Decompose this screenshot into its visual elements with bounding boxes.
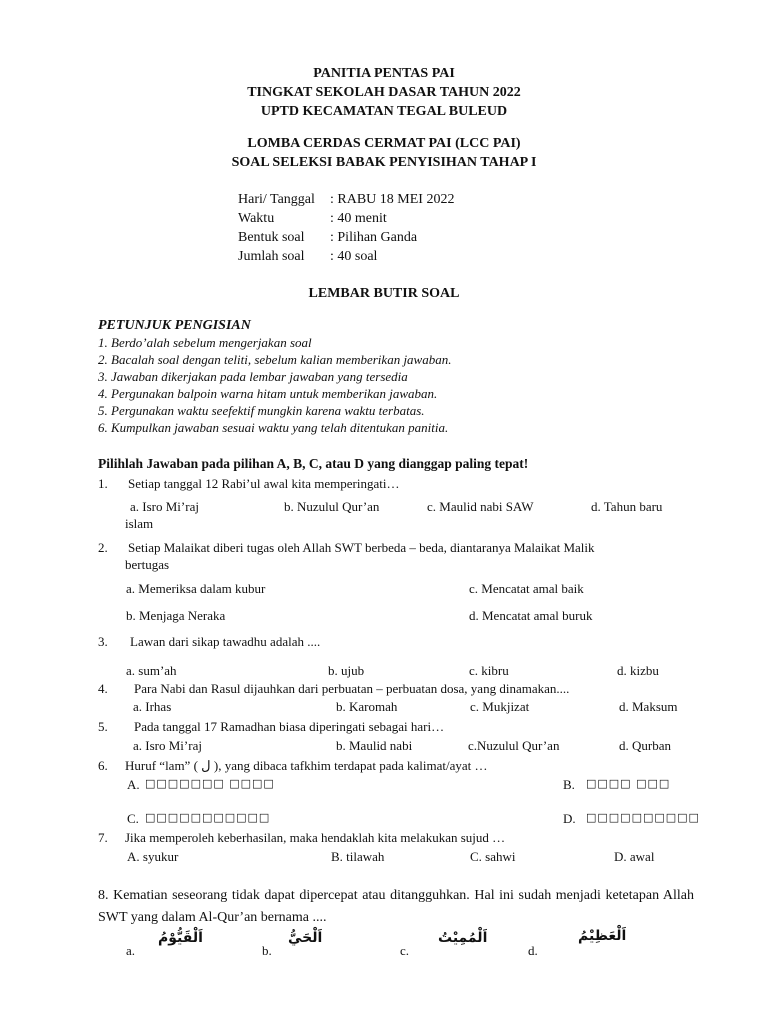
option-b: b. Menjaga Neraka bbox=[126, 608, 226, 623]
info-value-format: : Pilihan Ganda bbox=[330, 230, 418, 245]
option-a-label: A. bbox=[127, 777, 140, 792]
header-line-4: LOMBA CERDAS CERMAT PAI (LCC PAI) bbox=[247, 136, 521, 151]
question-number: 4. bbox=[98, 681, 108, 696]
header-line-5: SOAL SELEKSI BABAK PENYISIHAN TAHAP I bbox=[231, 155, 537, 170]
question-text: Jika memperoleh keberhasilan, maka hendaklah kita melakukan sujud … bbox=[125, 830, 506, 845]
option-d: d. Tahun baru bbox=[591, 499, 663, 514]
sheet-title: LEMBAR BUTIR SOAL bbox=[308, 286, 460, 301]
question-text: Para Nabi dan Rasul dijauhkan dari perbuatan – perbuatan dosa, yang dinamakan.... bbox=[134, 681, 570, 696]
instruction-item: 5. Pergunakan waktu seefektif mungkin karena waktu terbatas. bbox=[98, 403, 425, 418]
info-value-time: : 40 menit bbox=[330, 211, 387, 226]
info-value-date: : RABU 18 MEI 2022 bbox=[330, 192, 455, 207]
option-d-label: D. bbox=[563, 811, 576, 826]
option-b: b. Maulid nabi bbox=[336, 738, 413, 753]
question-number: 2. bbox=[98, 540, 108, 555]
question-text: Pada tanggal 17 Ramadhan biasa diperingati sebagai hari… bbox=[134, 719, 445, 734]
instruction-item: 3. Jawaban dikerjakan pada lembar jawaban yang tersedia bbox=[98, 369, 408, 384]
option-c: c. kibru bbox=[469, 663, 509, 678]
option-b: b. Nuzulul Qur’an bbox=[284, 499, 380, 514]
directive: Pilihlah Jawaban pada pilihan A, B, C, atau D yang dianggap paling tepat! bbox=[98, 456, 529, 471]
option-c: c. Maulid nabi SAW bbox=[427, 499, 534, 514]
instructions-title: PETUNJUK PENGISIAN bbox=[98, 318, 251, 333]
option-a: a. Isro Mi’raj bbox=[130, 499, 199, 514]
question-text: Setiap Malaikat diberi tugas oleh Allah SWT berbeda – beda, diantaranya Malaikat Malik bbox=[128, 540, 595, 555]
option-a: a. Memeriksa dalam kubur bbox=[126, 581, 266, 596]
option-b: □□□□ □□□ bbox=[586, 777, 671, 790]
header-line-2: TINGKAT SEKOLAH DASAR TAHUN 2022 bbox=[247, 85, 521, 100]
option-b: b. Karomah bbox=[336, 699, 398, 714]
instruction-item: 6. Kumpulkan jawaban sesuai waktu yang telah ditentukan panitia. bbox=[98, 420, 449, 435]
question-number: 7. bbox=[98, 830, 108, 845]
info-label-time: Waktu bbox=[238, 211, 275, 226]
info-label-count: Jumlah soal bbox=[238, 249, 305, 264]
option-d: اَلْعَظِيْمُ bbox=[578, 928, 627, 944]
question-text-continued: bertugas bbox=[125, 557, 170, 572]
question-number: 5. bbox=[98, 719, 108, 734]
option-b-label: b. bbox=[262, 943, 272, 958]
option-a-label: a. bbox=[126, 943, 136, 958]
option-c: اَلْمُمِيْتُ bbox=[438, 930, 488, 946]
header-line-1: PANITIA PENTAS PAI bbox=[313, 66, 455, 81]
info-value-count: : 40 soal bbox=[330, 249, 378, 264]
header-line-3: UPTD KECAMATAN TEGAL BULEUD bbox=[260, 104, 508, 119]
instruction-item: 2. Bacalah soal dengan teliti, sebelum kalian memberikan jawaban. bbox=[98, 352, 452, 367]
option-c-label: c. bbox=[400, 943, 410, 958]
option-c: c.Nuzulul Qur’an bbox=[468, 738, 560, 753]
question-text: Huruf “lam” ( ل ), yang dibaca tafkhim terdapat pada kalimat/ayat … bbox=[125, 758, 488, 773]
option-a: A. syukur bbox=[127, 849, 179, 864]
option-c-label: C. bbox=[127, 811, 139, 826]
option-c: c. Mencatat amal baik bbox=[469, 581, 584, 596]
option-a: a. sum’ah bbox=[126, 663, 177, 678]
option-a: a. Isro Mi’raj bbox=[133, 738, 202, 753]
instruction-item: 4. Pergunakan balpoin warna hitam untuk memberikan jawaban. bbox=[98, 386, 438, 401]
option-d: d. Maksum bbox=[619, 699, 678, 714]
option-a: اَلْقَيُّوْمُ bbox=[158, 930, 203, 946]
option-d: d. Qurban bbox=[619, 738, 671, 753]
option-c: □□□□□□□□□□□ bbox=[145, 811, 271, 824]
option-d-continued: islam bbox=[125, 516, 154, 531]
question-text: Setiap tanggal 12 Rabi’ul awal kita memperingati… bbox=[128, 476, 400, 491]
option-c: c. Mukjizat bbox=[470, 699, 530, 714]
option-b: اَلْحَيُّ bbox=[288, 930, 323, 946]
question-number: 3. bbox=[98, 634, 108, 649]
option-c: C. sahwi bbox=[470, 849, 516, 864]
option-b-label: B. bbox=[563, 777, 575, 792]
question-text: 8. Kematian seseorang tidak dapat dipercepat atau ditangguhkan. Hal ini sudah menjadi ketetapan Allah SWT yang dalam Al-Qur’an bernama .... bbox=[98, 888, 694, 925]
option-d: D. awal bbox=[614, 849, 655, 864]
option-b: b. ujub bbox=[328, 663, 365, 678]
info-label-date: Hari/ Tanggal bbox=[238, 192, 315, 207]
option-b: B. tilawah bbox=[331, 849, 385, 864]
option-a: a. Irhas bbox=[133, 699, 172, 714]
option-d: □□□□□□□□□□ bbox=[586, 811, 700, 824]
question-number: 1. bbox=[98, 476, 108, 491]
question-number: 6. bbox=[98, 758, 108, 773]
instruction-item: 1. Berdo’alah sebelum mengerjakan soal bbox=[98, 335, 312, 350]
option-d-label: d. bbox=[528, 943, 538, 958]
option-a: □□□□□□□ □□□□ bbox=[145, 777, 275, 790]
info-label-format: Bentuk soal bbox=[238, 230, 305, 245]
option-d: d. Mencatat amal buruk bbox=[469, 608, 593, 623]
option-d: d. kizbu bbox=[617, 663, 659, 678]
question-text: Lawan dari sikap tawadhu adalah .... bbox=[130, 634, 321, 649]
